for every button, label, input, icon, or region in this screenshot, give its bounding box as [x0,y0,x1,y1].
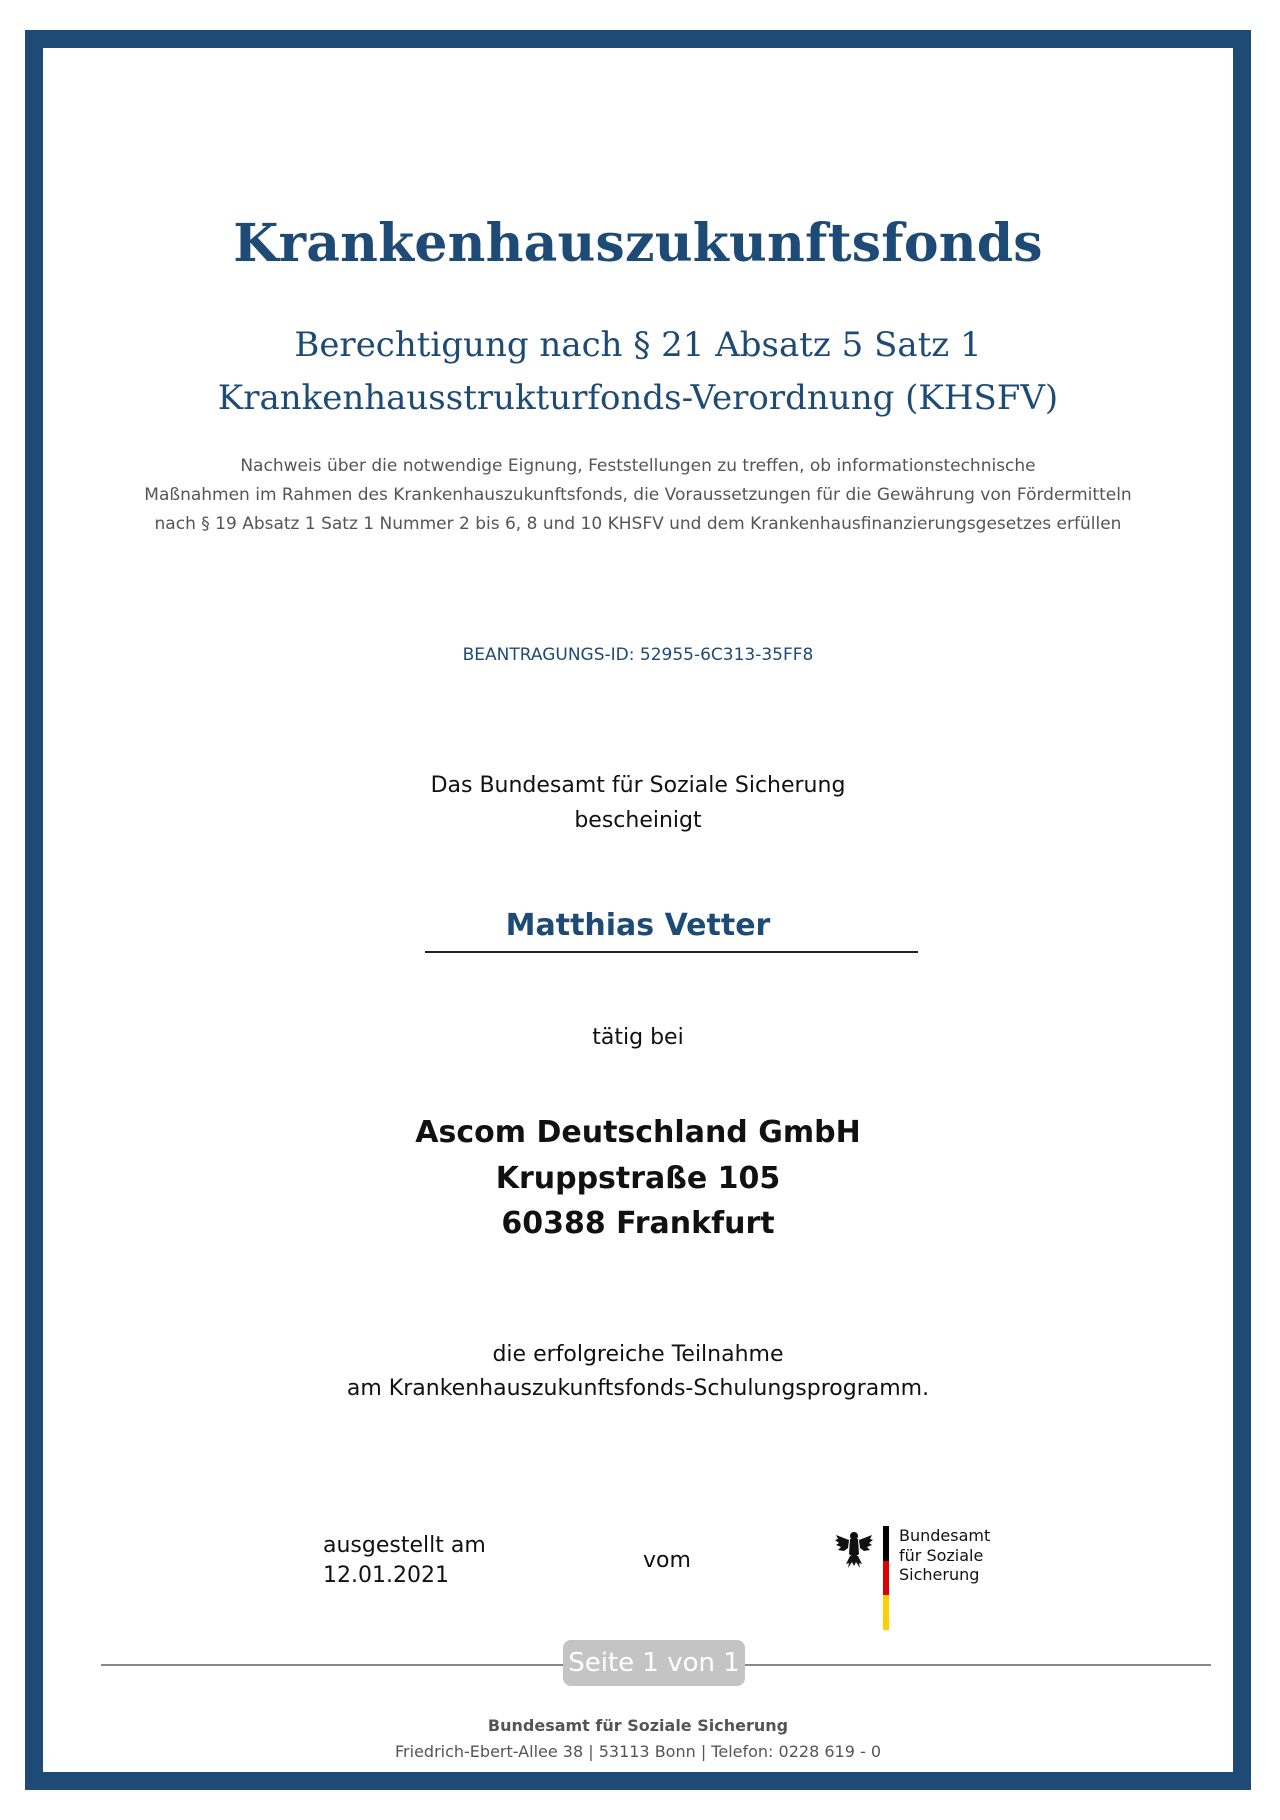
certificate-subtitle-line2: Krankenhausstrukturfonds-Verordnung (KHSFV) [217,378,1059,418]
participation-line2: am Krankenhauszukunftsfonds-Schulungsprogramm. [346,1376,930,1401]
company-name: Ascom Deutschland GmbH [415,1115,861,1150]
description-line1: Nachweis über die notwendige Eignung, Feststellungen zu treffen, ob informationstechnische [240,456,1036,476]
issuer-line2: bescheinigt [574,808,702,833]
logo-text-line2: für Soziale Sicherung [899,1546,984,1584]
certificate-frame [25,30,1251,1790]
company-street: Kruppstraße 105 [495,1161,781,1196]
issued-date: 12.01.2021 [323,1563,449,1588]
description-line3: nach § 19 Absatz 1 Satz 1 Nummer 2 bis 6, 8 und 10 KHSFV und dem Krankenhausfinanzierungsgesetzes erfüllen [154,514,1122,534]
company-city: 60388 Frankfurt [501,1206,775,1241]
federal-eagle-icon [833,1528,875,1570]
issuer-line1: Das Bundesamt für Soziale Sicherung [430,773,846,798]
issued-label: ausgestellt am [323,1533,486,1558]
person-name: Matthias Vetter [505,908,771,943]
application-id: BEANTRAGUNGS-ID: 52955-6C313-35FF8 [462,645,814,665]
description-line2: Maßnahmen im Rahmen des Krankenhauszukunftsfonds, die Voraussetzungen für die Gewährung von Fördermitteln [144,485,1132,505]
participation-line1: die erfolgreiche Teilnahme [492,1342,784,1367]
certificate-subtitle-line1: Berechtigung nach § 21 Absatz 5 Satz 1 [294,325,982,365]
from-label: vom [643,1548,691,1573]
bss-logo [833,1526,1053,1636]
page-indicator: Seite 1 von 1 [563,1640,745,1686]
footer-organization: Bundesamt für Soziale Sicherung [487,1716,789,1735]
flag-bar [883,1526,889,1630]
certificate-title: Krankenhauszukunftsfonds [233,213,1043,274]
name-underline [425,951,918,953]
footer-address: Friedrich-Ebert-Allee 38 | 53113 Bonn | Telefon: 0228 619 - 0 [395,1742,881,1761]
employed-at-label: tätig bei [592,1025,684,1050]
logo-text-line1: Bundesamt [899,1526,991,1545]
